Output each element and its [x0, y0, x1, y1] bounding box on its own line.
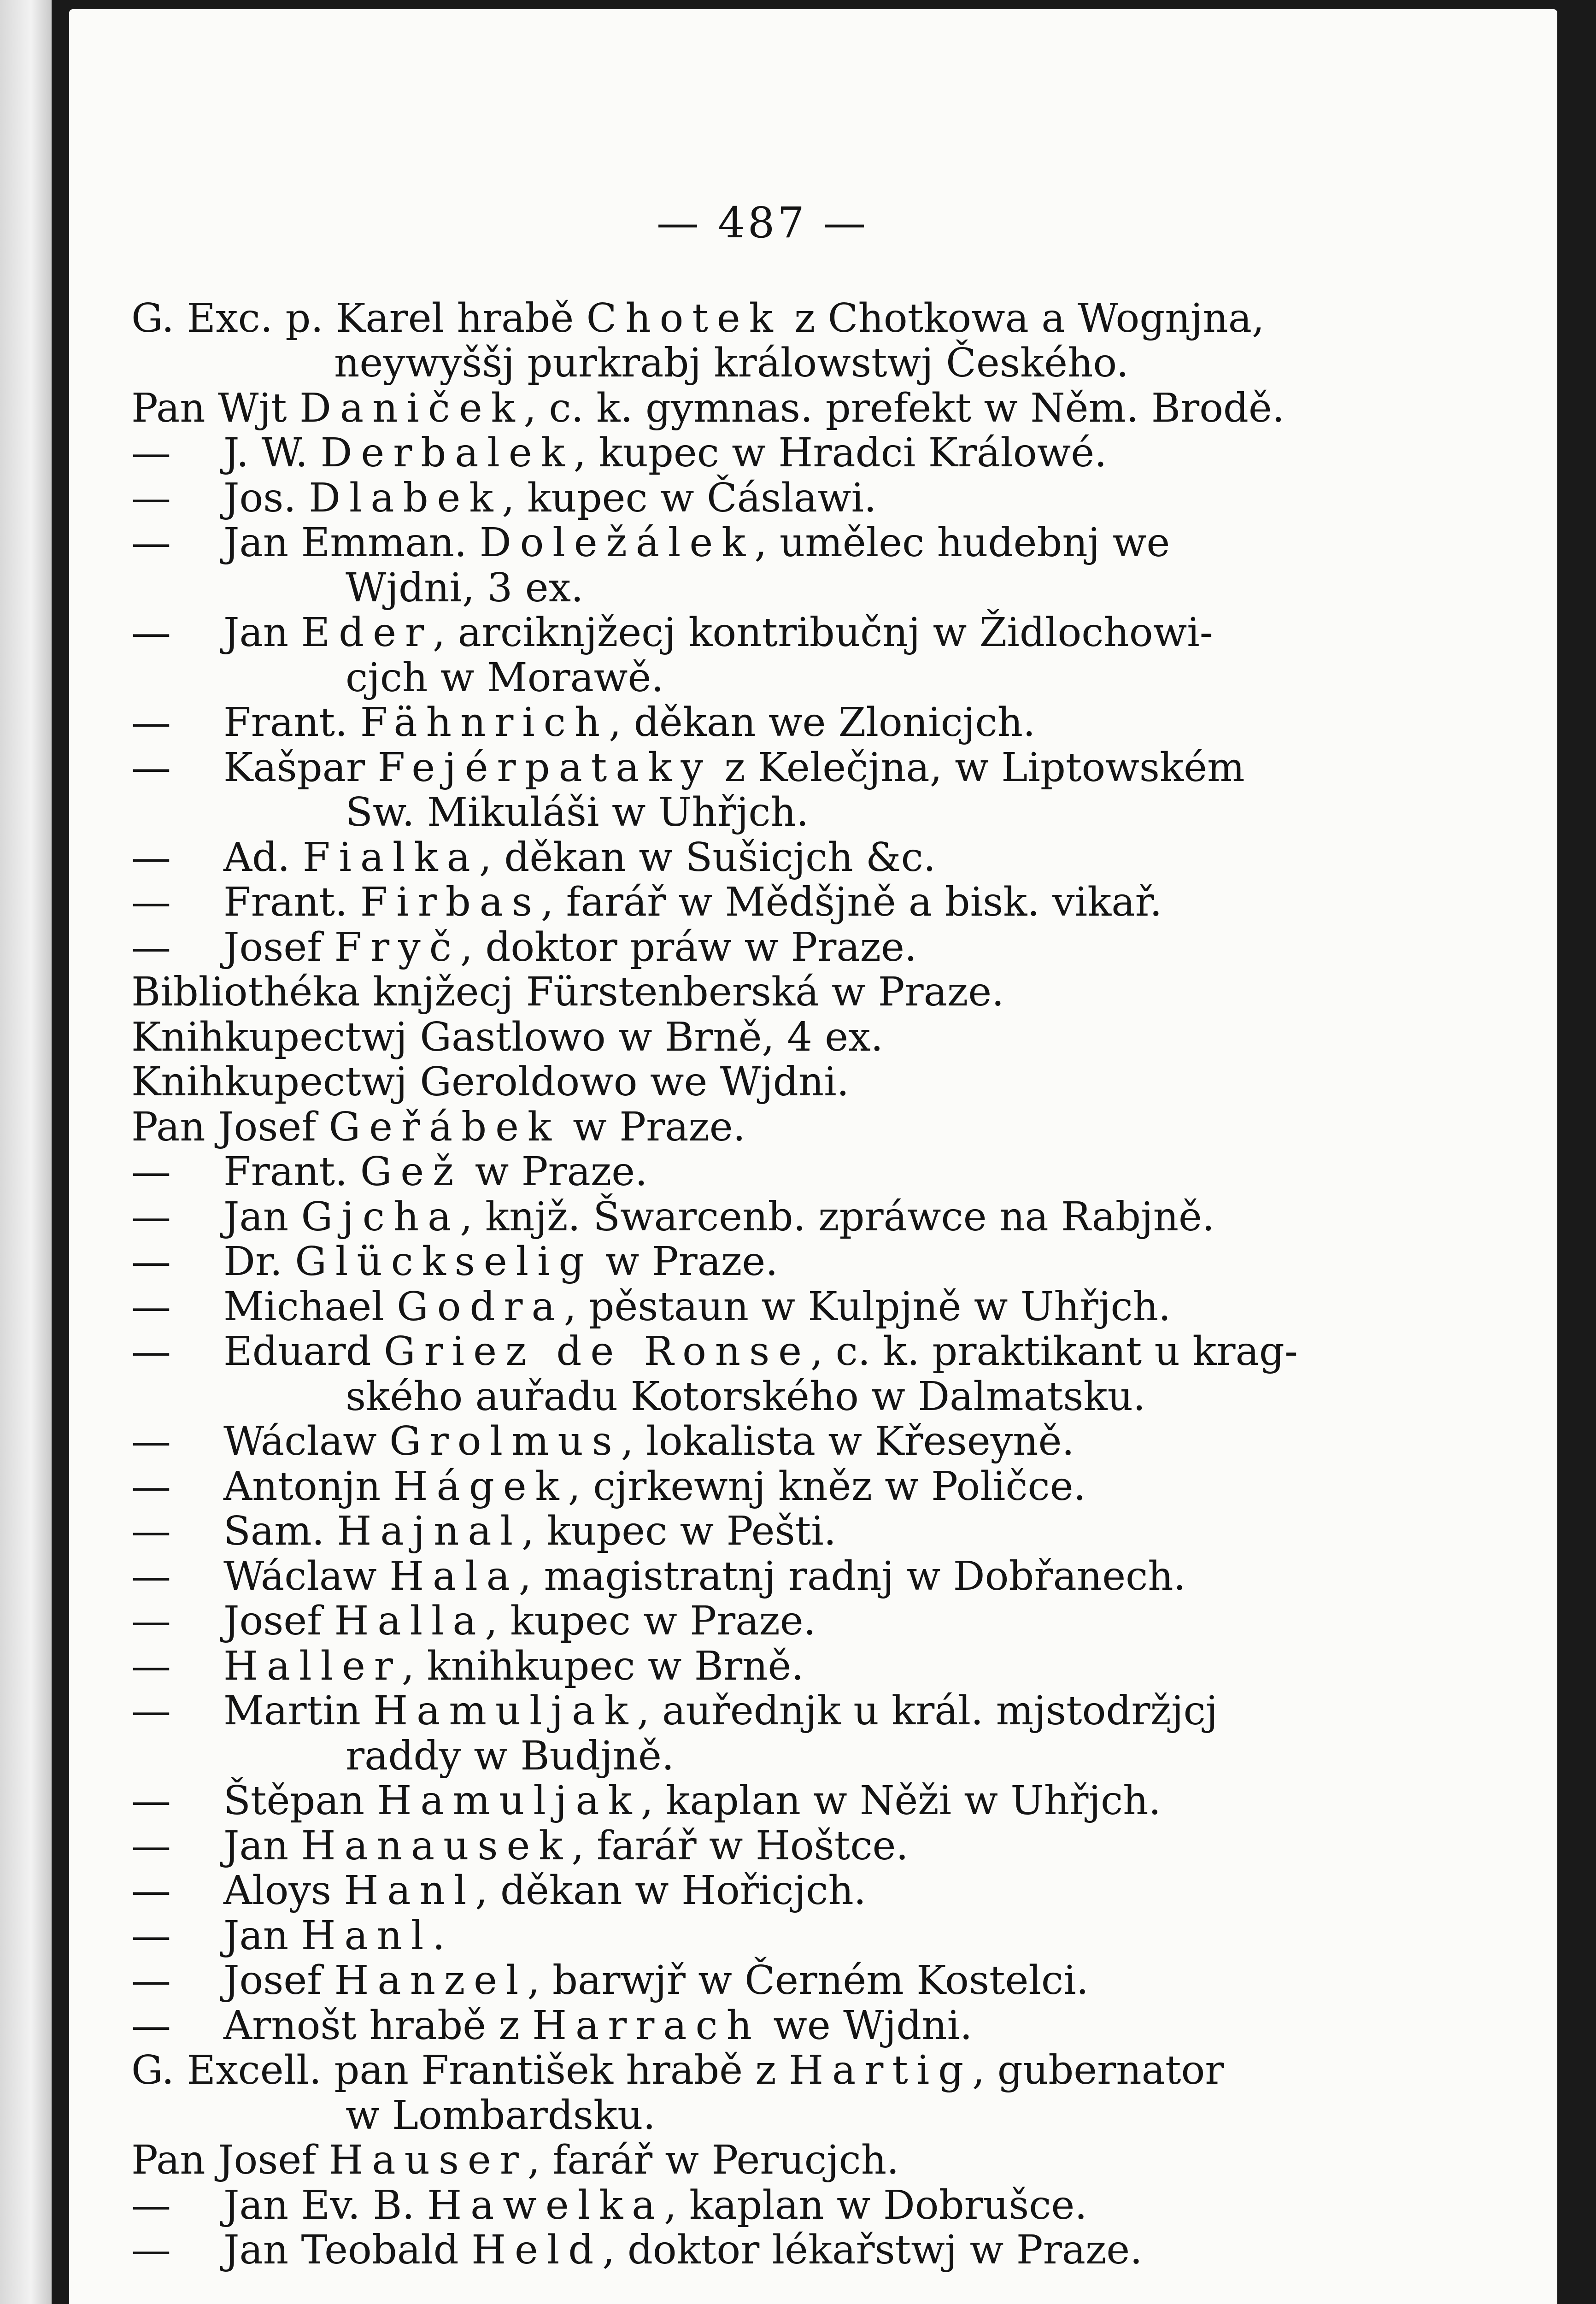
- list-entry: [131, 1644, 1394, 1689]
- person-name: Godra: [397, 1283, 564, 1330]
- entry-prefix: Martin: [223, 1688, 361, 1734]
- person-name: Daniček: [299, 385, 524, 431]
- list-entry: [131, 431, 1394, 476]
- entry-line: [131, 1869, 1394, 1914]
- entry-description: , arciknjžecj kontribučnj w Židlochowi-: [433, 610, 1213, 656]
- ditto-dash: —: [131, 924, 171, 970]
- list-entry: [131, 386, 1394, 431]
- person-name: Hajnal: [337, 1508, 522, 1554]
- person-name: Griez de Ronse: [384, 1328, 810, 1375]
- ditto-dash: —: [131, 2227, 171, 2273]
- entry-prefix: Štěpan: [223, 1778, 365, 1824]
- entry-prefix: Jan: [223, 1193, 289, 1240]
- entry-description: , c. k. praktikant u krag-: [810, 1328, 1298, 1375]
- entry-line: [131, 1195, 1394, 1240]
- entry-prefix: Ad.: [223, 834, 290, 881]
- entry-prefix: Dr.: [223, 1239, 282, 1285]
- list-entry: [131, 1329, 1394, 1419]
- entry-description: , auřednjk u král. mjstodržjcj: [637, 1688, 1218, 1734]
- book-page: [69, 9, 1557, 2304]
- ditto-dash: —: [131, 2002, 171, 2049]
- person-name: Halla: [334, 1598, 485, 1644]
- entry-line: [131, 1958, 1394, 2004]
- entry-description: z Kelečjna, w Liptowském: [711, 744, 1245, 791]
- list-entry: [131, 970, 1394, 1015]
- entry-description: z Chotkowa a Wognjna,: [781, 295, 1265, 341]
- person-name: Hágek: [393, 1463, 568, 1510]
- entry-prefix: Jan Emman.: [223, 520, 467, 566]
- entry-continuation: neywyššj purkrabj králowstwj Českého.: [334, 340, 1129, 386]
- list-entry: [131, 521, 1394, 611]
- entry-line: [131, 925, 1394, 970]
- ditto-dash: —: [131, 1328, 171, 1375]
- entry-description: .: [432, 1912, 445, 1959]
- ditto-dash: —: [131, 879, 171, 925]
- person-name: Fähnrich: [360, 699, 609, 746]
- list-entry: [131, 835, 1394, 881]
- entry-prefix: Kašpar: [223, 744, 365, 791]
- entry-line: [131, 1285, 1394, 1330]
- entry-description: , děkan we Zlonicjch.: [609, 699, 1036, 746]
- list-entry: [131, 2048, 1394, 2138]
- entry-line: [131, 1689, 1394, 1734]
- person-name: Held: [471, 2227, 603, 2273]
- entry-line: [131, 2138, 1394, 2183]
- list-entry: [131, 1105, 1394, 1150]
- ditto-dash: —: [131, 1193, 171, 1240]
- ditto-dash: —: [131, 610, 171, 656]
- entry-prefix: Frant.: [223, 879, 348, 925]
- entry-prefix: Frant.: [223, 1149, 348, 1195]
- list-entry: [131, 1689, 1394, 1779]
- person-name: Fialka: [302, 834, 479, 881]
- entry-line: [131, 2228, 1394, 2273]
- entry-line: [131, 386, 1394, 431]
- entry-line: [131, 880, 1394, 925]
- list-entry: [131, 2183, 1394, 2228]
- entry-lead: Bibliothéka knjžecj Fürstenberská w Praze.: [131, 969, 1004, 1015]
- entry-line: [131, 835, 1394, 881]
- entry-continuation: Sw. Mikuláši w Uhřjch.: [346, 789, 809, 835]
- ditto-dash: —: [131, 1239, 171, 1285]
- entry-lead: Pan Wjt: [131, 385, 287, 431]
- entry-prefix: Eduard: [223, 1328, 371, 1375]
- entry-description: , kaplan w Dobrušce.: [664, 2182, 1087, 2228]
- entry-line: [131, 1509, 1394, 1554]
- entry-continuation: ského auřadu Kotorského w Dalmatsku.: [346, 1373, 1146, 1420]
- ditto-dash: —: [131, 1508, 171, 1554]
- entry-line: [131, 1824, 1394, 1869]
- entry-continuation: w Lombardsku.: [346, 2092, 656, 2139]
- entry-line: [131, 1419, 1394, 1464]
- person-name: Grolmus: [389, 1418, 621, 1464]
- entry-description: , kaplan w Něži w Uhřjch.: [640, 1778, 1161, 1824]
- person-name: Harrach: [532, 2002, 761, 2049]
- entry-prefix: Frant.: [223, 699, 348, 746]
- list-entry: [131, 1464, 1394, 1510]
- entry-description: w Praze.: [560, 1104, 746, 1150]
- list-entry: [131, 700, 1394, 746]
- entry-line: [131, 431, 1394, 476]
- person-name: Doležálek: [479, 520, 755, 566]
- entry-prefix: Michael: [223, 1283, 384, 1330]
- entry-prefix: Josef: [223, 1957, 322, 2004]
- ditto-dash: —: [131, 1463, 171, 1510]
- person-name: Chotek: [586, 295, 782, 341]
- ditto-dash: —: [131, 1868, 171, 1914]
- entry-line: [131, 521, 1394, 566]
- ditto-dash: —: [131, 1643, 171, 1689]
- entry-description: w Praze.: [462, 1149, 648, 1195]
- list-entry: [131, 1015, 1394, 1060]
- entry-line: [131, 1329, 1394, 1375]
- entry-lead: Pan Josef: [131, 2137, 317, 2183]
- list-entry: [131, 1599, 1394, 1644]
- ditto-dash: —: [131, 2182, 171, 2228]
- entry-description: , kupec w Hradci Králowé.: [573, 430, 1107, 476]
- entry-line: [131, 1554, 1394, 1599]
- person-name: Fryč: [334, 924, 460, 970]
- entry-description: , kupec w Čáslawi.: [502, 475, 877, 521]
- entry-description: , knihkupec w Brně.: [401, 1643, 804, 1689]
- entry-line: [131, 1015, 1394, 1060]
- person-name: Geřábek: [329, 1104, 560, 1150]
- entry-description: , děkan w Hořicjch.: [475, 1868, 867, 1914]
- entry-line: [131, 700, 1394, 746]
- entry-line: [131, 2048, 1394, 2093]
- entry-prefix: Arnošt hrabě z: [223, 2002, 520, 2049]
- ditto-dash: —: [131, 1957, 171, 2004]
- entry-line: [131, 970, 1394, 1015]
- list-entry: [131, 1195, 1394, 1240]
- list-entry: [131, 296, 1394, 386]
- previous-page-edge: [0, 0, 52, 2304]
- list-entry: [131, 1824, 1394, 1869]
- list-entry: [131, 476, 1394, 521]
- entry-description: , děkan w Sušicjch &c.: [479, 834, 936, 881]
- entry-prefix: Jan: [223, 1822, 289, 1869]
- entry-line: [131, 1914, 1394, 1959]
- entry-prefix: Jan Ev. B.: [223, 2182, 415, 2228]
- entry-list: [131, 296, 1394, 2273]
- ditto-dash: —: [131, 1778, 171, 1824]
- list-entry: [131, 1150, 1394, 1195]
- list-entry: [131, 1509, 1394, 1554]
- entry-description: w Praze.: [593, 1239, 778, 1285]
- list-entry: [131, 880, 1394, 925]
- list-entry: [131, 2004, 1394, 2049]
- entry-prefix: Jan Teobald: [223, 2227, 459, 2273]
- list-entry: [131, 925, 1394, 970]
- ditto-dash: —: [131, 475, 171, 521]
- entry-description: , kupec w Praze.: [485, 1598, 816, 1644]
- entry-line: [131, 296, 1394, 341]
- page-number: — 487 —: [656, 198, 869, 247]
- entry-prefix: Jos.: [223, 475, 296, 521]
- entry-line: [131, 1779, 1394, 1824]
- entry-prefix: Josef: [223, 1598, 322, 1644]
- person-name: Hartig: [789, 2047, 973, 2093]
- entry-description: , farář w Mědšjně a bisk. vikař.: [540, 879, 1162, 925]
- entry-prefix: Wáclaw: [223, 1418, 377, 1464]
- entry-description: , lokalista w Křeseyně.: [621, 1418, 1074, 1464]
- entry-prefix: J. W.: [223, 430, 308, 476]
- entry-prefix: Antonjn: [223, 1463, 381, 1510]
- person-name: Hanausek: [301, 1822, 572, 1869]
- list-entry: [131, 611, 1394, 700]
- person-name: Eder: [301, 610, 433, 656]
- person-name: Haller: [223, 1643, 402, 1689]
- ditto-dash: —: [131, 1912, 171, 1959]
- entry-description: , knjž. Šwarcenb. zpráwce na Rabjně.: [460, 1193, 1215, 1240]
- ditto-dash: —: [131, 1149, 171, 1195]
- person-name: Hawelka: [427, 2182, 664, 2228]
- entry-continuation: Wjdni, 3 ex.: [346, 564, 584, 611]
- list-entry: [131, 1240, 1394, 1285]
- entry-description: , farář w Perucjch.: [527, 2137, 899, 2183]
- ditto-dash: —: [131, 834, 171, 881]
- person-name: Hamuljak: [377, 1778, 641, 1824]
- person-name: Hanl: [301, 1912, 433, 1959]
- entry-lead: Pan Josef: [131, 1104, 317, 1150]
- entry-line: [131, 611, 1394, 656]
- person-name: Fejérpataky: [377, 744, 712, 791]
- person-name: Derbalek: [320, 430, 574, 476]
- list-entry: [131, 1958, 1394, 2004]
- entry-lead: G. Exc. p. Karel hrabě: [131, 295, 574, 341]
- entry-prefix: Wáclaw: [223, 1553, 377, 1599]
- entry-line: [131, 1240, 1394, 1285]
- person-name: Hanzel: [334, 1957, 528, 2004]
- entry-line: [131, 2004, 1394, 2049]
- entry-line: [131, 1150, 1394, 1195]
- person-name: Gjcha: [301, 1193, 460, 1240]
- person-name: Firbas: [360, 879, 541, 925]
- entry-description: , umělec hudebnj we: [754, 520, 1170, 566]
- entry-prefix: Jan: [223, 1912, 289, 1959]
- ditto-dash: —: [131, 520, 171, 566]
- person-name: Hauser: [329, 2137, 528, 2183]
- entry-description: , doktor lékařstwj w Praze.: [602, 2227, 1143, 2273]
- ditto-dash: —: [131, 1283, 171, 1330]
- ditto-dash: —: [131, 744, 171, 791]
- person-name: Glückselig: [295, 1239, 593, 1285]
- person-name: Dlabek: [309, 475, 502, 521]
- list-entry: [131, 2138, 1394, 2183]
- ditto-dash: —: [131, 1688, 171, 1734]
- entry-lead: Knihkupectwj Geroldowo we Wjdni.: [131, 1059, 850, 1105]
- ditto-dash: —: [131, 1598, 171, 1644]
- entry-description: , kupec w Pešti.: [522, 1508, 837, 1554]
- entry-lead: Knihkupectwj Gastlowo w Brně, 4 ex.: [131, 1014, 883, 1060]
- list-entry: [131, 1779, 1394, 1824]
- list-entry: [131, 1869, 1394, 1914]
- list-entry: [131, 1285, 1394, 1330]
- person-name: Gež: [360, 1149, 463, 1195]
- entry-prefix: Jan: [223, 610, 289, 656]
- person-name: Hala: [389, 1553, 519, 1599]
- entry-line: [131, 476, 1394, 521]
- person-name: Hanl: [344, 1868, 475, 1914]
- entry-description: , c. k. gymnas. prefekt w Něm. Brodě.: [523, 385, 1285, 431]
- entry-line: [131, 1105, 1394, 1150]
- ditto-dash: —: [131, 1822, 171, 1869]
- entry-description: , barwjř w Černém Kostelci.: [527, 1957, 1089, 2004]
- entry-line: [131, 1060, 1394, 1105]
- entry-lead: G. Excell. pan František hrabě z: [131, 2047, 776, 2093]
- entry-prefix: Sam.: [223, 1508, 325, 1554]
- entry-continuation: raddy w Budjně.: [346, 1733, 675, 1779]
- ditto-dash: —: [131, 699, 171, 746]
- list-entry: [131, 1419, 1394, 1464]
- list-entry: [131, 2228, 1394, 2273]
- entry-description: , doktor práw w Praze.: [460, 924, 917, 970]
- list-entry: [131, 1554, 1394, 1599]
- list-entry: [131, 1060, 1394, 1105]
- entry-line: [131, 746, 1394, 791]
- entry-line: [131, 2183, 1394, 2228]
- page-text: [131, 200, 1394, 2273]
- entry-prefix: Aloys: [223, 1868, 332, 1914]
- entry-line: [131, 1644, 1394, 1689]
- list-entry: [131, 746, 1394, 835]
- ditto-dash: —: [131, 430, 171, 476]
- entry-description: , gubernator: [972, 2047, 1224, 2093]
- entry-continuation: cjch w Morawě.: [346, 654, 664, 701]
- entry-line: [131, 1599, 1394, 1644]
- entry-description: , magistratnj radnj w Dobřanech.: [518, 1553, 1186, 1599]
- person-name: Hamuljak: [373, 1688, 637, 1734]
- entry-line: [131, 1464, 1394, 1510]
- ditto-dash: —: [131, 1553, 171, 1599]
- entry-description: , pěstaun w Kulpjně w Uhřjch.: [563, 1283, 1171, 1330]
- entry-description: , cjrkewnj kněz w Poličce.: [568, 1463, 1086, 1510]
- entry-prefix: Josef: [223, 924, 322, 970]
- entry-description: we Wjdni.: [760, 2002, 973, 2049]
- entry-description: , farář w Hoštce.: [571, 1822, 909, 1869]
- ditto-dash: —: [131, 1418, 171, 1464]
- list-entry: [131, 1914, 1394, 1959]
